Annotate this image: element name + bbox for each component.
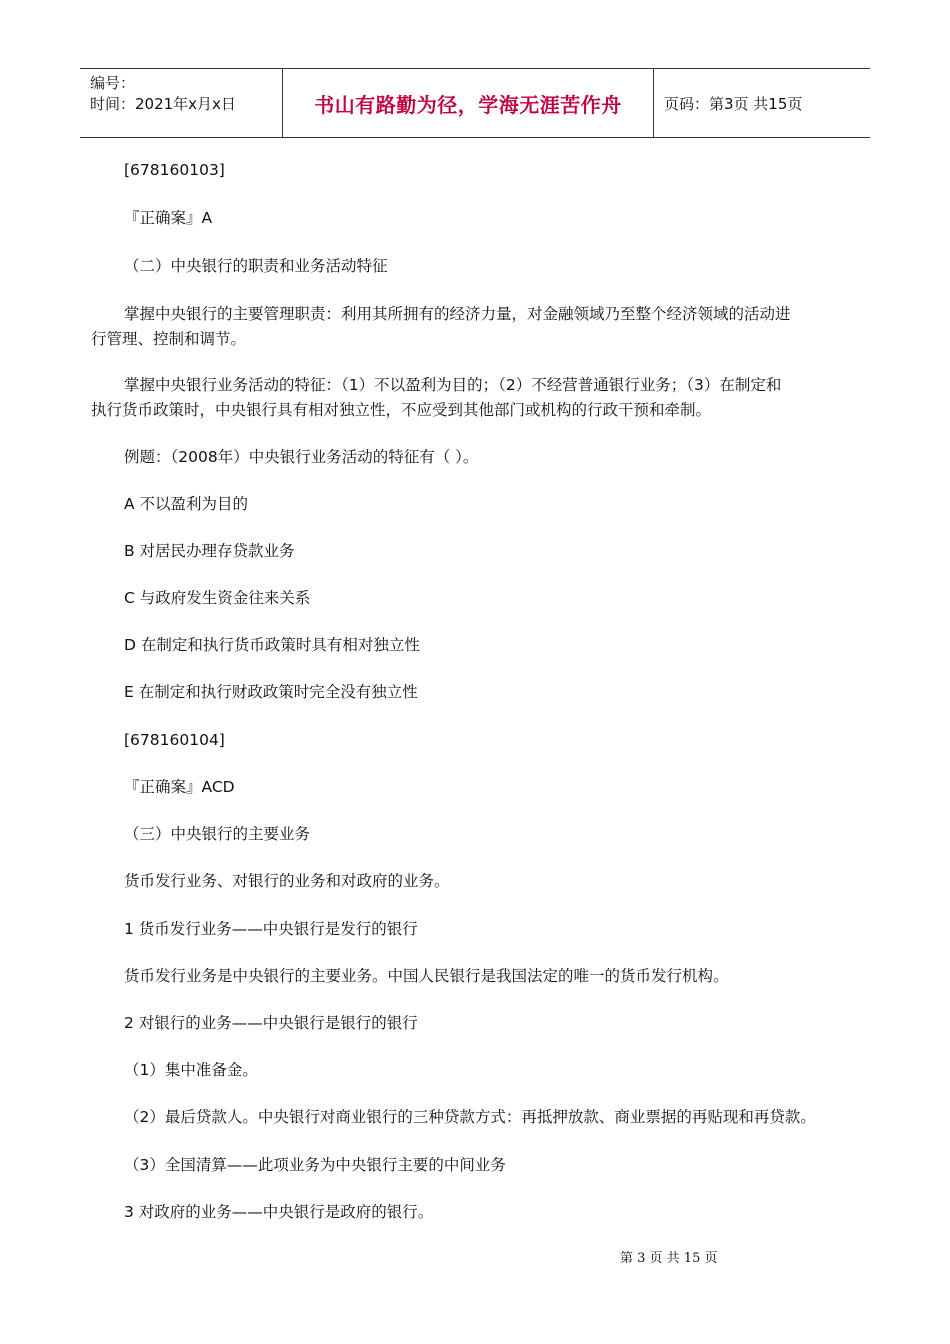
date-label: 时间：2021年x月x日	[90, 95, 236, 113]
paragraph-line: 行管理、控制和调节。	[91, 330, 247, 348]
list-item: （1）集中准备金。	[124, 1061, 258, 1079]
option-d: D 在制定和执行货币政策时具有相对独立性	[124, 636, 420, 654]
paragraph-line: 执行货币政策时，中央银行具有相对独立性，不应受到其他部门或机构的行政干预和牵制。	[91, 401, 712, 419]
subheading: 1 货币发行业务——中央银行是发行的银行	[124, 920, 418, 938]
paragraph-line: 货币发行业务是中央银行的主要业务。中国人民银行是我国法定的唯一的货币发行机构。	[124, 967, 729, 985]
subheading: 3 对政府的业务——中央银行是政府的银行。	[124, 1203, 434, 1221]
subheading: 2 对银行的业务——中央银行是银行的银行	[124, 1014, 418, 1032]
number-label: 编号：	[90, 74, 136, 92]
example-question: 例题：（2008年）中央银行业务活动的特征有（ ）。	[124, 448, 479, 466]
question-id: [678160104]	[124, 731, 225, 749]
paragraph-line: 掌握中央银行的主要管理职责：利用其所拥有的经济力量，对金融领域乃至整个经济领域的活动进	[124, 305, 791, 323]
list-item: （3）全国清算——此项业务为中央银行主要的中间业务	[124, 1156, 506, 1174]
section-heading: （三）中央银行的主要业务	[124, 825, 311, 843]
header-motto: 书山有路勤为径，学海无涯苦作舟	[282, 69, 654, 137]
answer-line: 『正确案』A	[124, 209, 213, 227]
header-page-info: 页码：第3页 共15页	[664, 94, 803, 113]
paragraph-line: 掌握中央银行业务活动的特征：（1）不以盈利为目的；（2）不经营普通银行业务；（3）在制定和	[124, 376, 782, 394]
question-id: [678160103]	[124, 161, 225, 179]
page-header	[80, 68, 870, 138]
answer-line: 『正确案』ACD	[124, 778, 235, 796]
paragraph-line: 货币发行业务、对银行的业务和对政府的业务。	[124, 872, 450, 890]
option-e: E 在制定和执行财政政策时完全没有独立性	[124, 683, 418, 701]
list-item: （2）最后贷款人。中央银行对商业银行的三种贷款方式：再抵押放款、商业票据的再贴现和再贷款。	[124, 1108, 816, 1126]
option-c: C 与政府发生资金往来关系	[124, 589, 311, 607]
page-footer: 第 3 页 共 15 页	[620, 1251, 718, 1266]
option-b: B 对居民办理存贷款业务	[124, 542, 295, 560]
option-a: A 不以盈利为目的	[124, 495, 249, 513]
header-meta	[80, 69, 282, 137]
section-heading: （二）中央银行的职责和业务活动特征	[124, 257, 388, 275]
